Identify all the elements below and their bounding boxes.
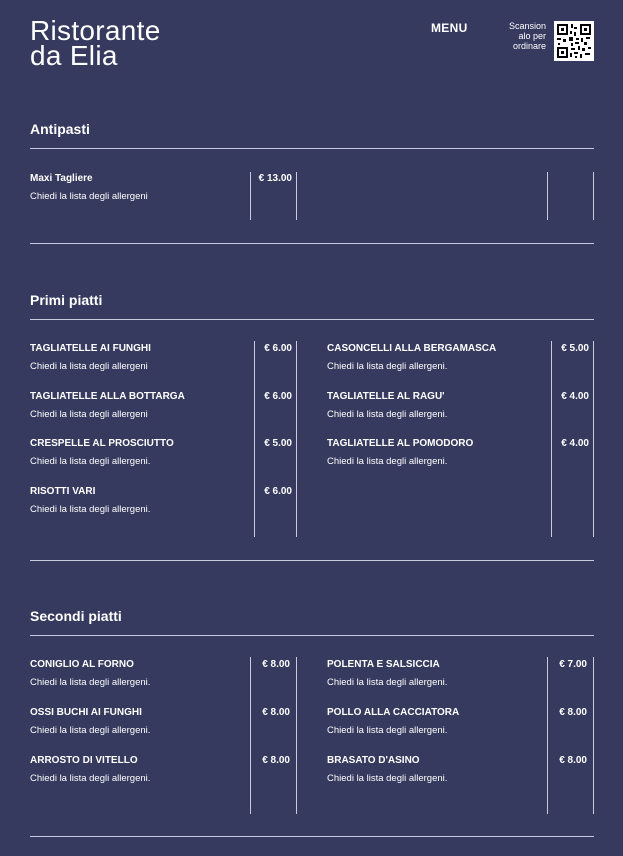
item-price: € 5.00 xyxy=(264,438,292,449)
item-price: € 6.00 xyxy=(264,391,292,402)
section-title-antipasti: Antipasti xyxy=(30,121,90,137)
menu-item xyxy=(327,438,552,468)
menu-item xyxy=(30,438,255,468)
item-description: Chiedi la lista degli allergeni. xyxy=(30,677,151,688)
menu-label: MENU xyxy=(431,21,468,35)
item-price: € 8.00 xyxy=(262,755,290,766)
item-description: Chiedi la lista degli allergeni. xyxy=(327,409,448,420)
item-description: Chiedi la lista degli allergeni xyxy=(30,409,148,420)
column-rule xyxy=(547,657,548,814)
column-rule xyxy=(547,172,548,220)
title-line-2: da Elia xyxy=(30,40,118,71)
column-rule xyxy=(254,341,255,537)
item-price: € 6.00 xyxy=(264,343,292,354)
item-description: Chiedi la lista degli allergeni. xyxy=(327,677,448,688)
column-rule xyxy=(296,657,297,814)
item-price: € 8.00 xyxy=(559,755,587,766)
column-rule xyxy=(593,172,594,220)
menu-item xyxy=(30,755,255,785)
menu-item xyxy=(30,173,255,203)
item-description: Chiedi la lista degli allergeni. xyxy=(30,725,151,736)
item-name: POLENTA E SALSICCIA xyxy=(327,659,440,670)
item-price: € 6.00 xyxy=(264,486,292,497)
section-divider xyxy=(30,243,594,244)
section-divider xyxy=(30,635,594,636)
item-name: RISOTTI VARI xyxy=(30,486,96,497)
item-description: Chiedi la lista degli allergeni xyxy=(30,361,148,372)
item-description: Chiedi la lista degli allergeni. xyxy=(30,504,151,515)
item-name: TAGLIATELLE AL RAGU' xyxy=(327,391,445,402)
section-divider xyxy=(30,319,594,320)
item-description: Chiedi la lista degli allergeni. xyxy=(30,456,151,467)
item-description: Chiedi la lista degli allergeni xyxy=(30,191,148,202)
scan-instructions xyxy=(486,21,546,51)
item-description: Chiedi la lista degli allergeni. xyxy=(327,456,448,467)
item-name: OSSI BUCHI AI FUNGHI xyxy=(30,707,142,718)
section-divider xyxy=(30,148,594,149)
item-price: € 8.00 xyxy=(559,707,587,718)
menu-item xyxy=(30,486,255,516)
menu-item xyxy=(327,343,552,373)
menu-item xyxy=(327,659,552,689)
item-name: CASONCELLI ALLA BERGAMASCA xyxy=(327,343,497,354)
item-name: CRESPELLE AL PROSCIUTTO xyxy=(30,438,174,449)
menu-item xyxy=(327,391,552,421)
item-name: TAGLIATELLE AL POMODORO xyxy=(327,438,474,449)
item-name: CONIGLIO AL FORNO xyxy=(30,659,134,670)
item-name: TAGLIATELLE AI FUNGHI xyxy=(30,343,151,354)
item-name: TAGLIATELLE ALLA BOTTARGA xyxy=(30,391,185,402)
section-divider xyxy=(30,560,594,561)
item-description: Chiedi la lista degli allergeni. xyxy=(30,773,151,784)
scan-line-2: alo per xyxy=(518,31,546,41)
section-divider xyxy=(30,836,594,837)
menu-item xyxy=(30,659,255,689)
scan-line-1: Scansion xyxy=(508,21,546,31)
item-name: ARROSTO DI VITELLO xyxy=(30,755,138,766)
restaurant-title xyxy=(30,15,161,71)
column-rule xyxy=(296,172,297,220)
menu-item xyxy=(327,707,552,737)
column-rule xyxy=(593,657,594,814)
column-rule xyxy=(250,657,251,814)
item-name: Maxi Tagliere xyxy=(30,173,93,184)
item-description: Chiedi la lista degli allergeni. xyxy=(327,725,448,736)
menu-item xyxy=(30,707,255,737)
item-name: POLLO ALLA CACCIATORA xyxy=(327,707,460,718)
item-price: € 5.00 xyxy=(561,343,589,354)
menu-item xyxy=(30,343,255,373)
qr-code-icon[interactable] xyxy=(554,21,594,61)
item-price: € 13.00 xyxy=(258,173,292,184)
item-price: € 8.00 xyxy=(262,707,290,718)
item-price: € 4.00 xyxy=(561,391,589,402)
item-price: € 7.00 xyxy=(559,659,587,670)
item-description: Chiedi la lista degli allergeni. xyxy=(327,361,448,372)
item-name: BRASATO D'ASINO xyxy=(327,755,420,766)
column-rule xyxy=(296,341,297,537)
column-rule xyxy=(551,341,552,537)
menu-item xyxy=(327,755,552,785)
menu-item xyxy=(30,391,255,421)
section-title-primi-piatti: Primi piatti xyxy=(30,292,103,308)
column-rule xyxy=(593,341,594,537)
column-rule xyxy=(250,172,251,220)
item-price: € 4.00 xyxy=(561,438,589,449)
item-description: Chiedi la lista degli allergeni. xyxy=(327,773,448,784)
scan-line-3: ordinare xyxy=(512,41,546,51)
section-title-secondi-piatti: Secondi piatti xyxy=(30,608,122,624)
qr-code-graphic xyxy=(554,21,594,61)
item-price: € 8.00 xyxy=(262,659,290,670)
title-line-1: Ristorante xyxy=(30,15,161,46)
